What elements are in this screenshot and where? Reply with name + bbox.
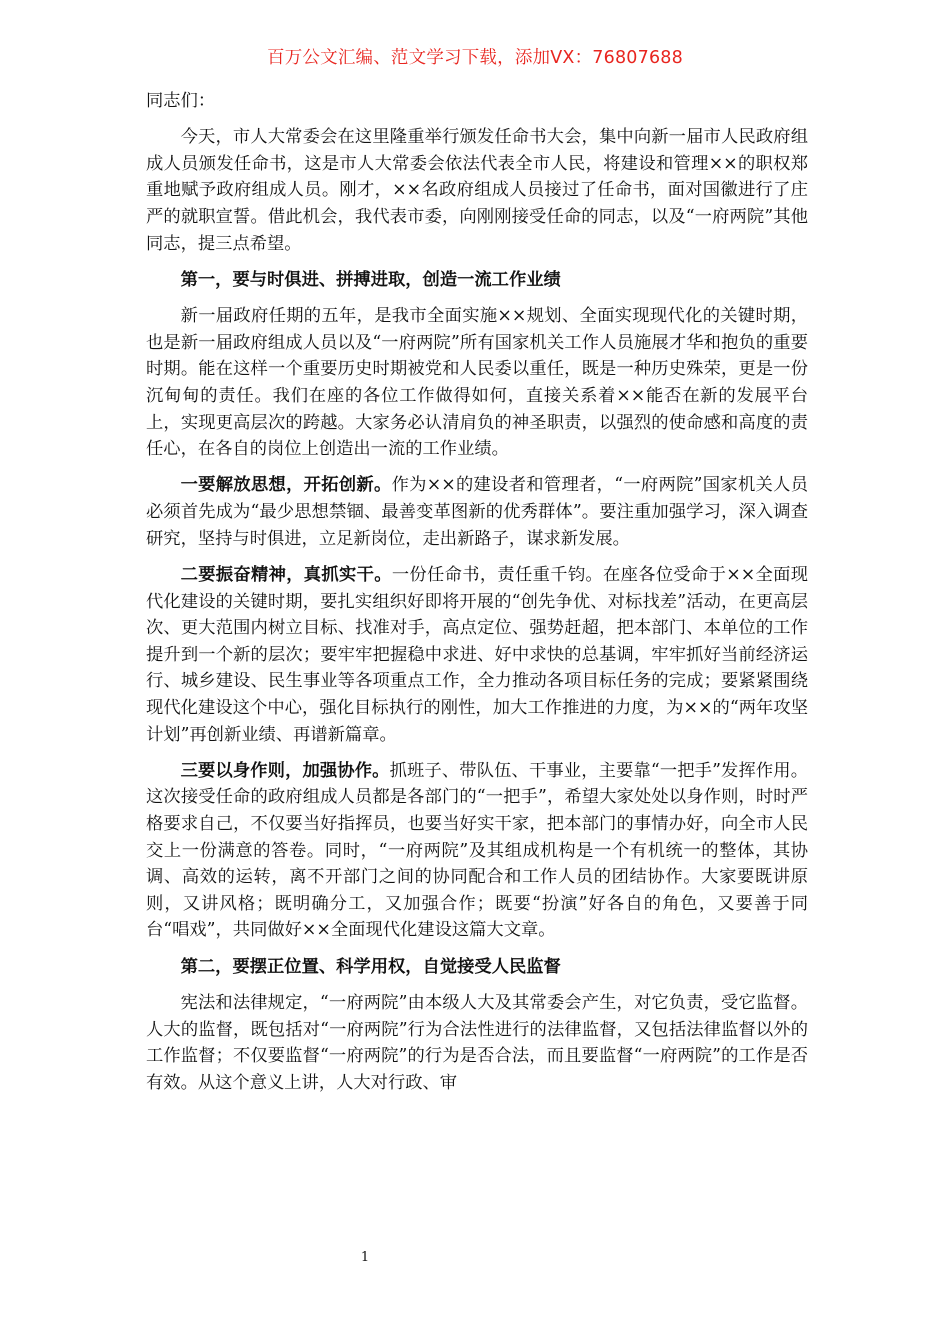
section-heading-2: 第二，要摆正位置、科学用权，自觉接受人民监督 [180,956,561,977]
intro-paragraph: 今天，市人大常委会在这里隆重举行颁发任命书大会，集中向新一届市人民政府组成人员颁发任命书，这是市人大常委会依法代表全市人民，将建设和管理××的职权郑重地赋予政府组成人员。刚才，××名政府组成人员接过了任命书，面对国徽进行了庄严的就职宣誓。借此机会，我代表市委，向刚刚接受任命的同志，以及“一府两院”其他同志，提三点希望。 [146,127,808,254]
point-lead: 三要以身作则，加强协作。 [180,760,390,781]
document-body [146,88,808,1106]
point-text: 作为××的建设者和管理者，“一府两院”国家机关人员必须首先成为“最少思想禁锢、最善变革图新的优秀群体”。要注重加强学习，深入调查研究，坚持与时俱进，立足新岗位，走出新路子，谋求新发展。 [146,475,808,549]
point-paragraph-2 [146,562,808,748]
page-number: 1 [360,1250,370,1265]
point-lead: 二要振奋精神，真抓实干。 [180,564,392,585]
section-1-paragraph: 新一届政府任期的五年，是我市全面实施××规划、全面实现现代化的关键时期，也是新一届政府组成人员以及“一府两院”所有国家机关工作人员施展才华和抱负的重要时期。能在这样一个重要历史时期被党和人民委以重任，既是一种历史殊荣，更是一份沉甸甸的责任。我们在座的各位工作做得如何，直接关系着××能否在新的发展平台上，实现更高层次的跨越。大家务必认清肩负的神圣职责，以强烈的使命感和高度的责任心，在各自的岗位上创造出一流的工作业绩。 [146,306,808,460]
point-paragraph-1 [146,472,808,552]
point-text: 抓班子、带队伍、干事业，主要靠“一把手”发挥作用。这次接受任命的政府组成人员都是各部门的“一把手”，希望大家处处以身作则，时时严格要求自己，不仅要当好指挥员，也要当好实干家，把本部门的事情办好，向全市人民交上一份满意的答卷。同时，“一府两院”及其组成机构是一个有机统一的整体，其协调、高效的运转，离不开部门之间的协同配合和工作人员的团结协作。大家要既讲原则，又讲风格；既明确分工，又加强合作；既要“扮演”好各自的角色，又要善于同台“唱戏”，共同做好××全面现代化建设这篇大文章。 [146,760,808,941]
point-text: 一份任命书，责任重千钧。在座各位受命于××全面现代化建设的关键时期，要扎实组织好即将开展的“创先争优、对标找差”活动，在更高层次、更大范围内树立目标、找准对手，高点定位、强势赶超，把本部门、本单位的工作提升到一个新的层次；要牢牢把握稳中求进、好中求快的总基调，牢牢抓好当前经济运行、城乡建设、民生事业等各项重点工作，全力推动各项目标任务的完成；要紧紧围绕现代化建设这个中心，强化目标执行的刚性，加大工作推进的力度，为××的“两年攻坚计划”再创新业绩、再谱新篇章。 [146,564,808,745]
point-paragraph-3 [146,758,808,944]
salutation: 同志们： [146,91,216,111]
section-2-paragraph: 宪法和法律规定，“一府两院”由本级人大及其常委会产生，对它负责，受它监督。人大的监督，既包括对“一府两院”行为合法性进行的法律监督，又包括法律监督以外的工作监督；不仅要监督“一府两院”的行为是否合法，而且要监督“一府两院”的工作是否有效。从这个意义上讲，人大对行政、审 [146,992,808,1093]
point-lead: 一要解放思想，开拓创新。 [180,475,392,496]
section-heading-1: 第一，要与时俱进、拼搏进取，创造一流工作业绩 [180,269,561,290]
watermark-banner: 百万公文汇编、范文学习下载，添加VX：76807688 [267,48,683,68]
